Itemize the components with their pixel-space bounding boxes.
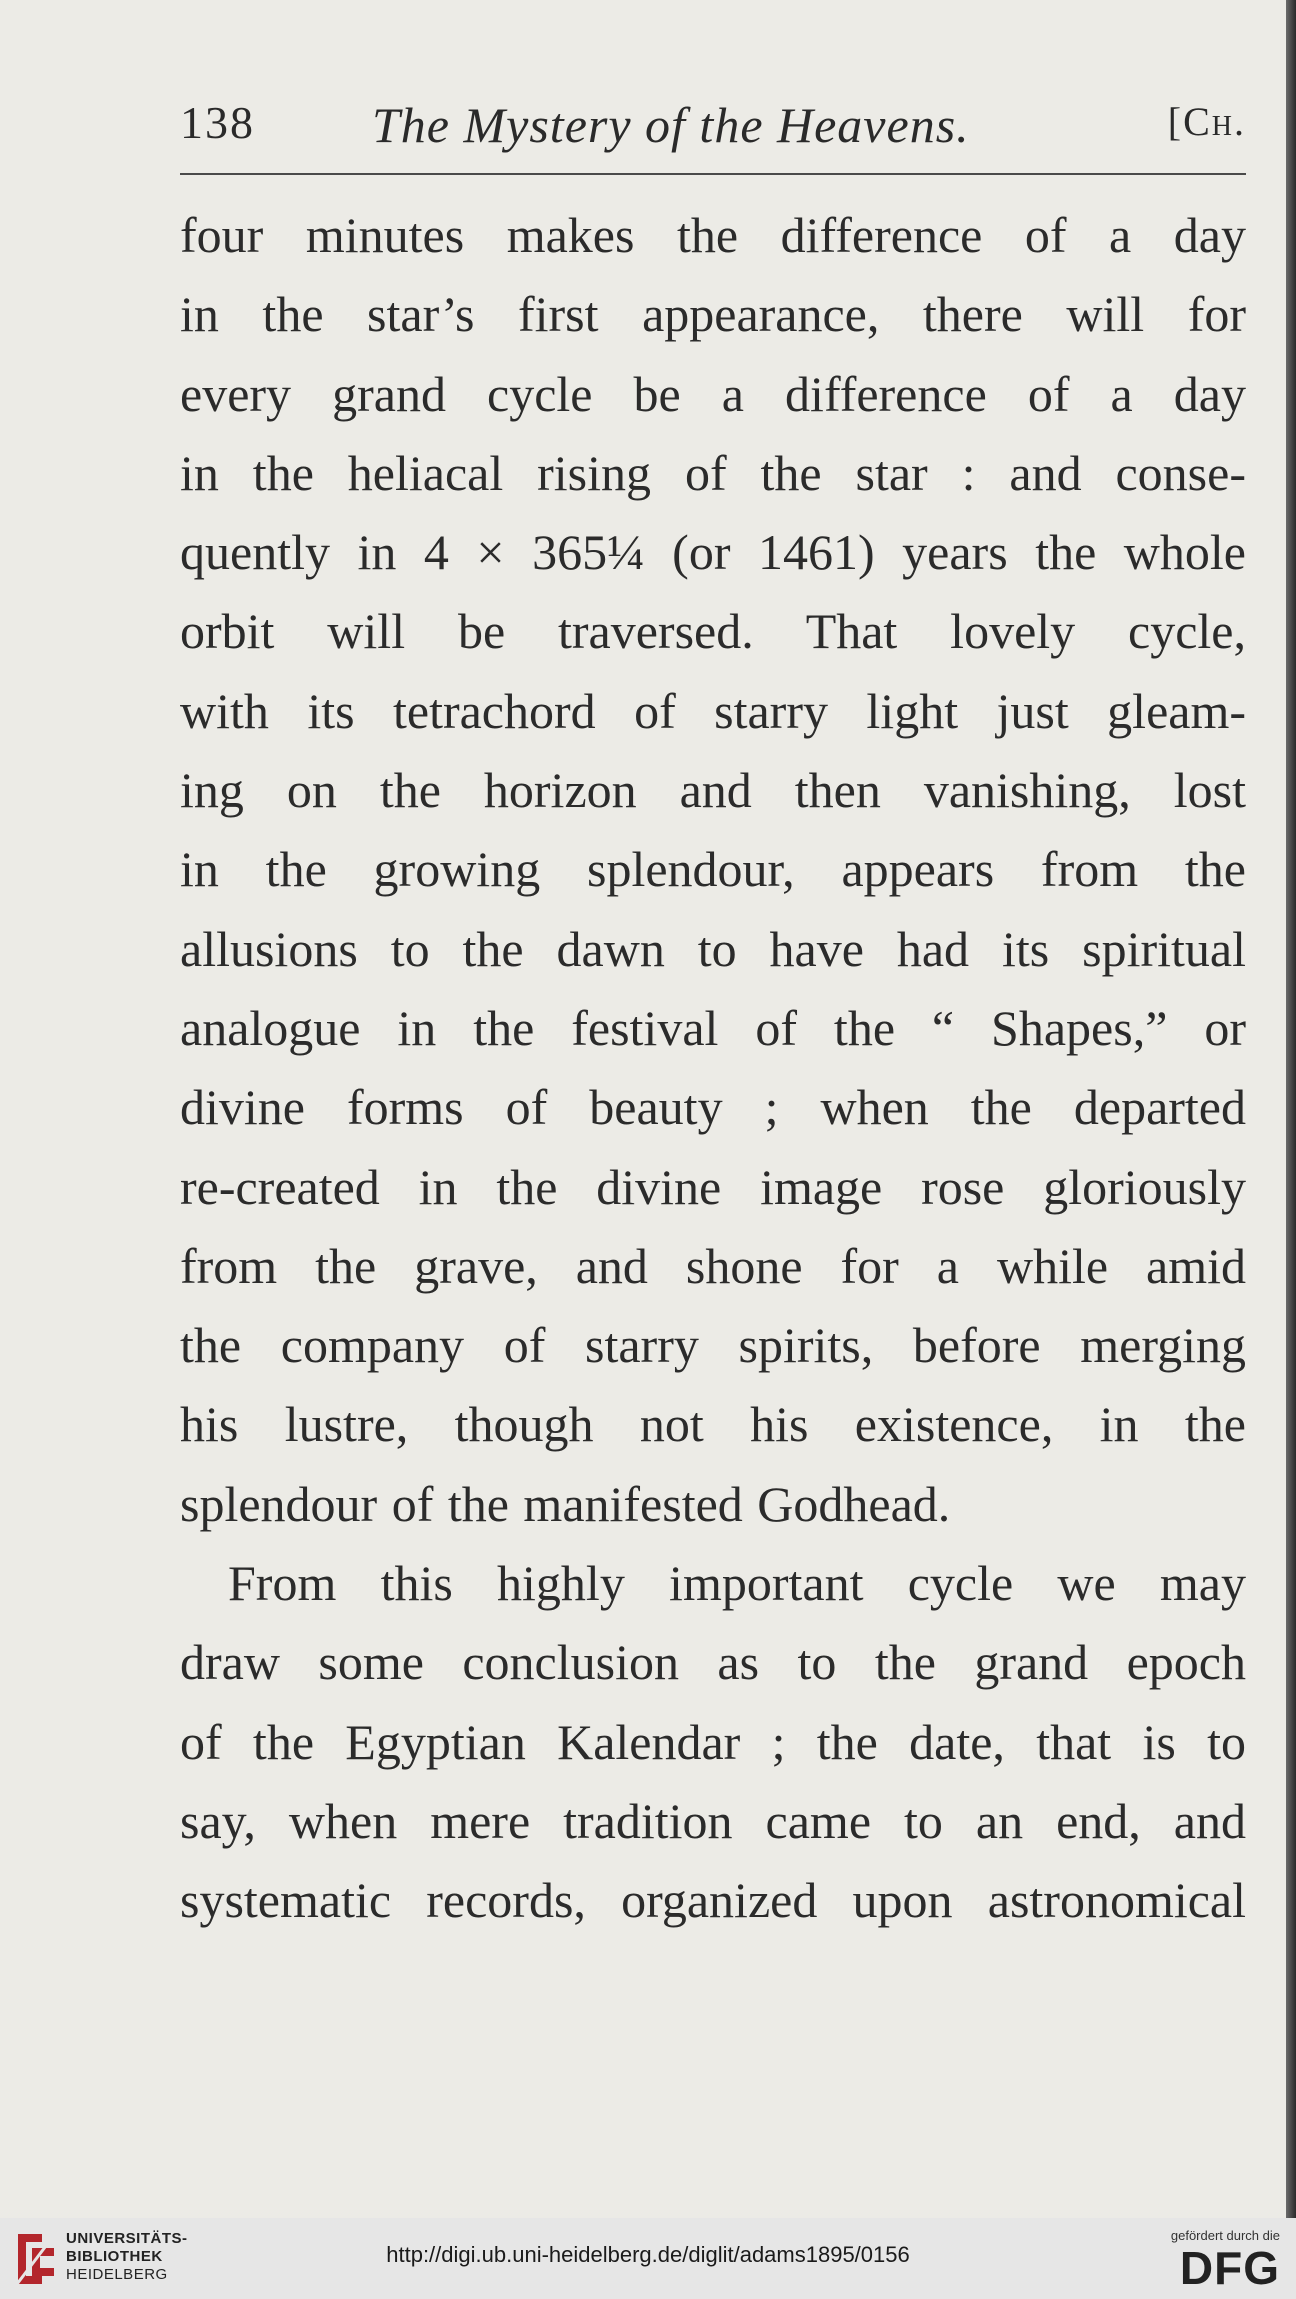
text-line: re-created in the divine image rose gloriously (180, 1158, 1246, 1215)
text-line: the company of starry spirits, before merging (180, 1317, 1246, 1374)
running-head (180, 96, 1246, 156)
text-line: systematic records, organized upon astronomical (180, 1872, 1246, 1929)
text-line: four minutes makes the difference of a day (180, 207, 1246, 263)
body-text (180, 196, 1246, 1941)
text-line: orbit will be traversed. That lovely cycle, (180, 603, 1246, 660)
text-line: in the heliacal rising of the star : and conse- (180, 444, 1246, 501)
text-line: of the Egyptian Kalendar ; the date, that is to (180, 1713, 1246, 1770)
text-line: splendour of the manifested Godhead. (180, 1475, 951, 1532)
library-name-line: HEIDELBERG (66, 2266, 168, 2283)
text-line: draw some conclusion as to the grand epoch (180, 1634, 1246, 1691)
text-line: in the growing splendour, appears from the (180, 841, 1246, 898)
chapter-mark: [Ch. (1167, 99, 1246, 144)
page-number: 138 (180, 97, 255, 148)
text-line: divine forms of beauty ; when the departed (180, 1079, 1246, 1136)
permalink-url[interactable]: http://digi.ub.uni-heidelberg.de/diglit/adams1895/0156 (386, 2242, 910, 2267)
text-line: his lustre, though not his existence, in the (180, 1396, 1246, 1453)
library-name-line: UNIVERSITÄTS- (66, 2230, 188, 2247)
text-line: with its tetrachord of starry light just gleam- (180, 682, 1246, 739)
text-line: every grand cycle be a difference of a day (180, 365, 1246, 422)
running-title: The Mystery of the Heavens. (372, 97, 970, 153)
viewer-footer (0, 2218, 1296, 2299)
header-rule (180, 173, 1246, 175)
text-line: ing on the horizon and then vanishing, lost (180, 762, 1246, 819)
text-line: from the grave, and shone for a while amid (180, 1237, 1246, 1294)
page-edge-shadow (1286, 0, 1296, 2218)
text-line: say, when mere tradition came to an end, and (180, 1792, 1246, 1849)
funder-logo-text: DFG (1179, 2242, 1280, 2294)
text-line: allusions to the dawn to have had its spiritual (180, 920, 1246, 977)
dfg-logo-icon[interactable] (1140, 2228, 1280, 2293)
text-line: From this highly important cycle we may (228, 1555, 1246, 1612)
text-line: quently in 4 × 365¼ (or 1461) years the whole (180, 524, 1246, 581)
funder-caption: gefördert durch die (1170, 2228, 1280, 2243)
text-line: in the star’s first appearance, there will for (180, 286, 1246, 343)
text-line: analogue in the festival of the “ Shapes,” or (180, 999, 1246, 1056)
library-name-line: BIBLIOTHEK (66, 2248, 163, 2265)
